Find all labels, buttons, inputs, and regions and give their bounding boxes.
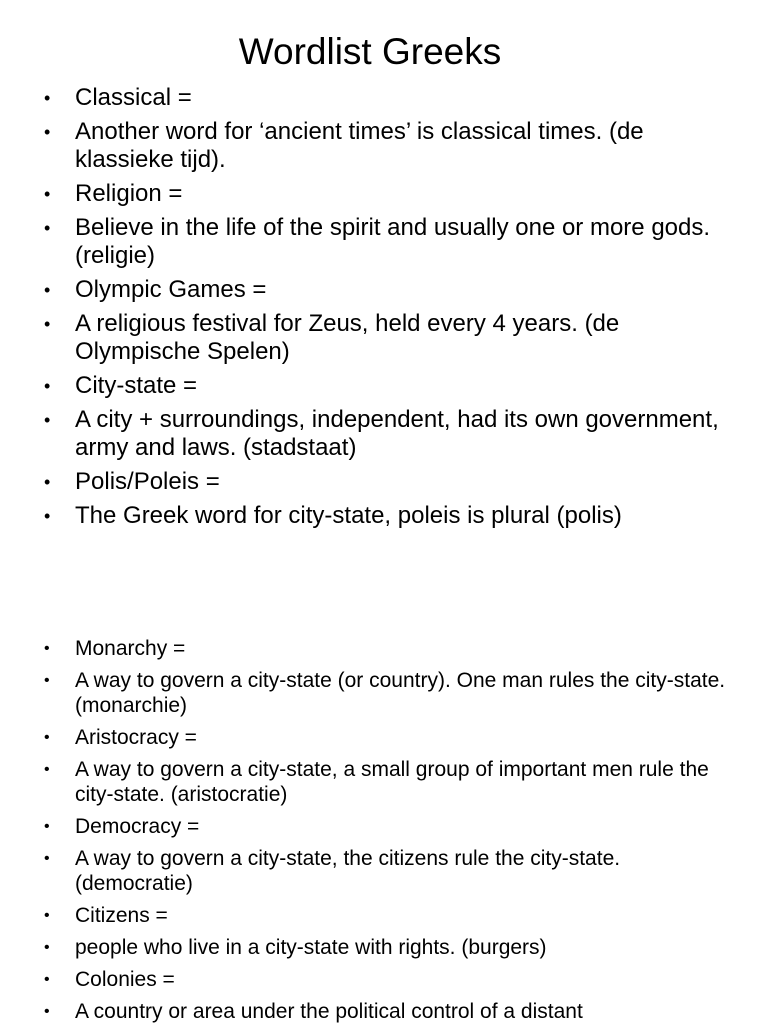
list-item-text: Aristocracy = bbox=[75, 726, 197, 749]
list-item bbox=[0, 84, 768, 112]
list-item-text: Colonies = bbox=[75, 968, 175, 991]
bullet-icon: • bbox=[44, 506, 51, 526]
list-item bbox=[0, 903, 768, 928]
list-item-text: A religious festival for Zeus, held every 4 years. (de Olympische Spelen) bbox=[75, 310, 620, 365]
list-item-text: A way to govern a city-state, a small group of important men rule the city-state. (aristocratie) bbox=[75, 758, 709, 806]
page-title: Wordlist Greeks bbox=[238, 31, 502, 72]
list-item bbox=[0, 180, 768, 208]
bullet-icon: • bbox=[44, 88, 51, 108]
bullet-icon: • bbox=[44, 472, 51, 492]
bullet-icon: • bbox=[44, 376, 51, 396]
list-item-text: Democracy = bbox=[75, 815, 200, 838]
list-item-text: The Greek word for city-state, poleis is plural (polis) bbox=[75, 502, 622, 529]
list-item bbox=[0, 310, 768, 366]
bullet-icon: • bbox=[44, 122, 51, 142]
bullet-icon: • bbox=[44, 184, 51, 204]
list-item bbox=[0, 468, 768, 496]
list-item-text: Monarchy = bbox=[75, 637, 186, 660]
bullet-icon: • bbox=[44, 410, 51, 430]
list-item-text: people who live in a city-state with rights. (burgers) bbox=[75, 936, 547, 959]
bullet-icon: • bbox=[44, 761, 50, 778]
wordlist-section-1 bbox=[0, 84, 768, 536]
list-item bbox=[0, 967, 768, 992]
list-item-text: A way to govern a city-state, the citizens rule the city-state. (democratie) bbox=[75, 847, 621, 895]
bullet-icon: • bbox=[44, 971, 50, 988]
bullet-icon: • bbox=[44, 314, 51, 334]
bullet-icon: • bbox=[44, 818, 50, 835]
list-item bbox=[0, 276, 768, 304]
list-item-text: Religion = bbox=[75, 180, 183, 207]
bullet-icon: • bbox=[44, 729, 50, 746]
list-item-text: Citizens = bbox=[75, 904, 168, 927]
list-item-text: A way to govern a city-state (or country). One man rules the city-state. (monarchie) bbox=[75, 669, 726, 717]
list-item-text: A city + surroundings, independent, had its own government, army and laws. (stadstaat) bbox=[75, 406, 719, 461]
list-item-text: A country or area under the political control of a distant bbox=[75, 1000, 583, 1023]
bullet-icon: • bbox=[44, 218, 51, 238]
list-item-text: Another word for ‘ancient times’ is classical times. (de klassieke tijd). bbox=[75, 118, 644, 173]
bullet-icon: • bbox=[44, 640, 50, 657]
list-item bbox=[0, 725, 768, 750]
bullet-icon: • bbox=[44, 1003, 50, 1020]
bullet-icon: • bbox=[44, 850, 50, 867]
list-item bbox=[0, 372, 768, 400]
wordlist-section-2 bbox=[0, 636, 768, 1024]
list-item bbox=[0, 999, 768, 1024]
bullet-icon: • bbox=[44, 672, 50, 689]
bullet-icon: • bbox=[44, 280, 51, 300]
list-item bbox=[0, 214, 768, 270]
bullet-icon: • bbox=[44, 939, 50, 956]
list-item bbox=[0, 814, 768, 839]
list-item-text: City-state = bbox=[75, 372, 198, 399]
list-item bbox=[0, 846, 768, 896]
list-item bbox=[0, 406, 768, 462]
list-item-text: Believe in the life of the spirit and usually one or more gods. (religie) bbox=[75, 214, 711, 269]
list-item bbox=[0, 668, 768, 718]
list-item bbox=[0, 502, 768, 530]
bullet-icon: • bbox=[44, 907, 50, 924]
list-item bbox=[0, 935, 768, 960]
list-item bbox=[0, 757, 768, 807]
list-item-text: Classical = bbox=[75, 84, 192, 111]
list-item bbox=[0, 636, 768, 661]
list-item bbox=[0, 118, 768, 174]
list-item-text: Olympic Games = bbox=[75, 276, 267, 303]
list-item-text: Polis/Poleis = bbox=[75, 468, 220, 495]
